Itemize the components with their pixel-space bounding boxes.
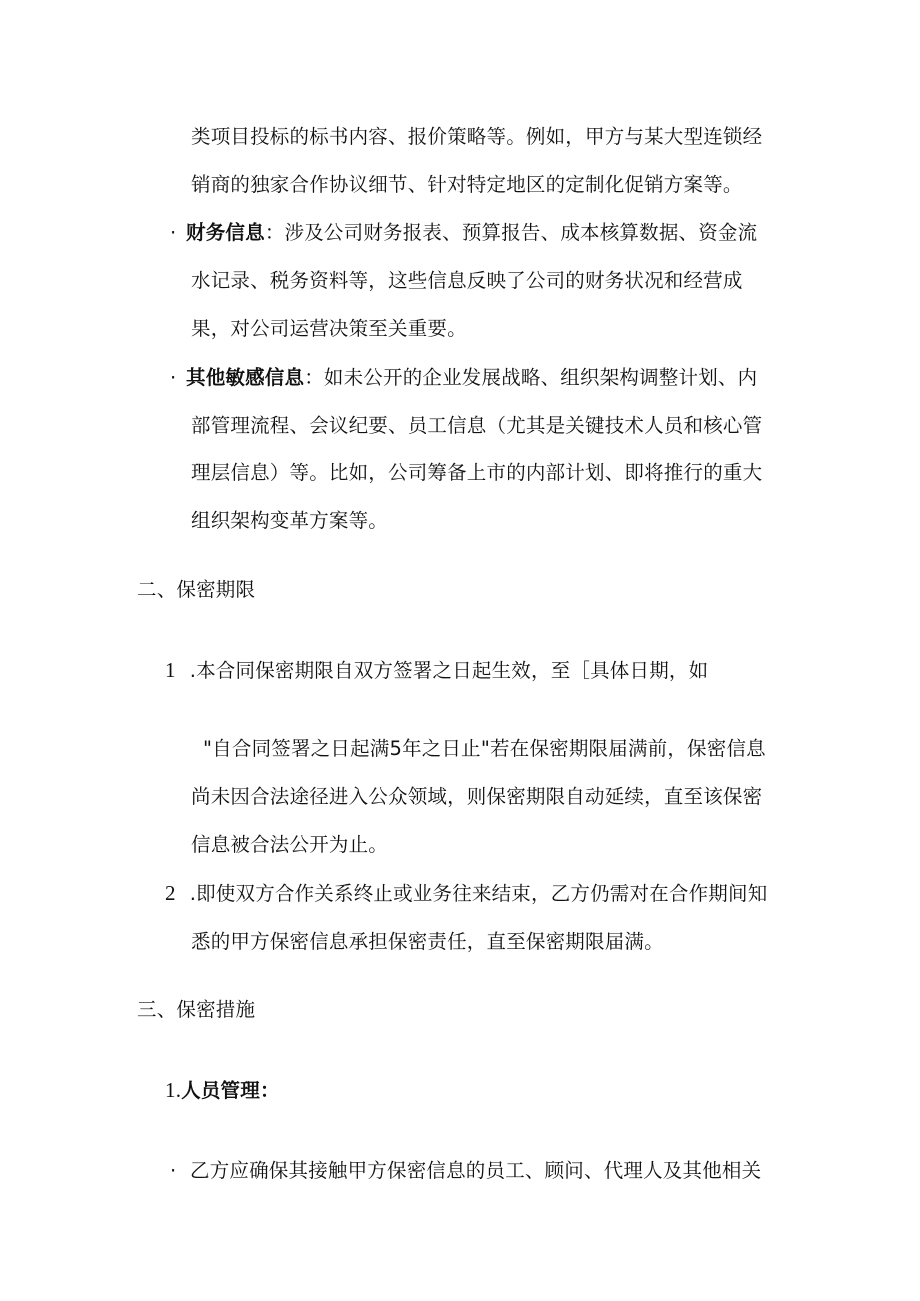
bullet-marker: · [170,221,177,244]
item-number: 1 [165,658,176,682]
bullet-item-other [170,365,757,391]
paragraph-line: 销商的独家合作协议细节、针对特定地区的定制化促销方案等。 [191,173,743,196]
bullet-item-personnel [170,1158,761,1184]
bullet-marker: · [170,366,177,389]
bullet-term: 财务信息 [186,221,265,244]
paragraph-line: 果，对公司运营决策至关重要。 [191,317,467,340]
paragraph-line: 信息被合法公开为止。 [191,833,389,856]
section-heading: 三、保密措施 [137,998,256,1021]
subsection-heading [165,1077,280,1104]
bullet-term: 其他敏感信息 [186,366,305,389]
paragraph-line: "自合同签署之日起满5年之日止"若在保密期限届满前，保密信息 [203,737,766,760]
paragraph-line: 悉的甲方保密信息承担保密责任，直至保密期限届满。 [191,930,664,953]
item-text: .即使双方合作关系终止或业务往来结束，乙方仍需对在合作期间知 [189,882,768,905]
subsection-number: 1. [165,1078,182,1102]
subsection-title: 人员管理： [181,1079,280,1102]
item-text: .本合同保密期限自双方签署之日起生效，至［具体日期，如 [189,659,709,682]
paragraph-line: 水记录、税务资料等，这些信息反映了公司的财务状况和经营成 [191,269,743,292]
paragraph-line: 尚未因合法途径进入公众领域，则保密期限自动延续，直至该保密 [191,785,763,808]
numbered-item-1 [165,657,708,684]
bullet-text: 乙方应确保其接触甲方保密信息的员工、顾问、代理人及其他相关 [190,1159,762,1182]
paragraph-line: 理层信息）等。比如，公司筹备上市的内部计划、即将推行的重大 [191,461,763,484]
numbered-item-2 [165,880,767,907]
paragraph-line: 组织架构变革方案等。 [191,509,389,532]
paragraph-line: 类项目投标的标书内容、报价策略等。例如，甲方与某大型连锁经 [191,125,763,148]
bullet-item-finance [170,220,757,246]
bullet-marker: · [170,1159,177,1182]
paragraph-line: 部管理流程、会议纪要、员工信息（尤其是关键技术人员和核心管 [191,414,763,437]
bullet-text: ：如未公开的企业发展战略、组织架构调整计划、内 [304,366,758,389]
section-heading: 二、保密期限 [137,578,256,601]
bullet-text: ：涉及公司财务报表、预算报告、成本核算数据、资金流 [264,221,758,244]
item-number: 2 [165,881,176,905]
